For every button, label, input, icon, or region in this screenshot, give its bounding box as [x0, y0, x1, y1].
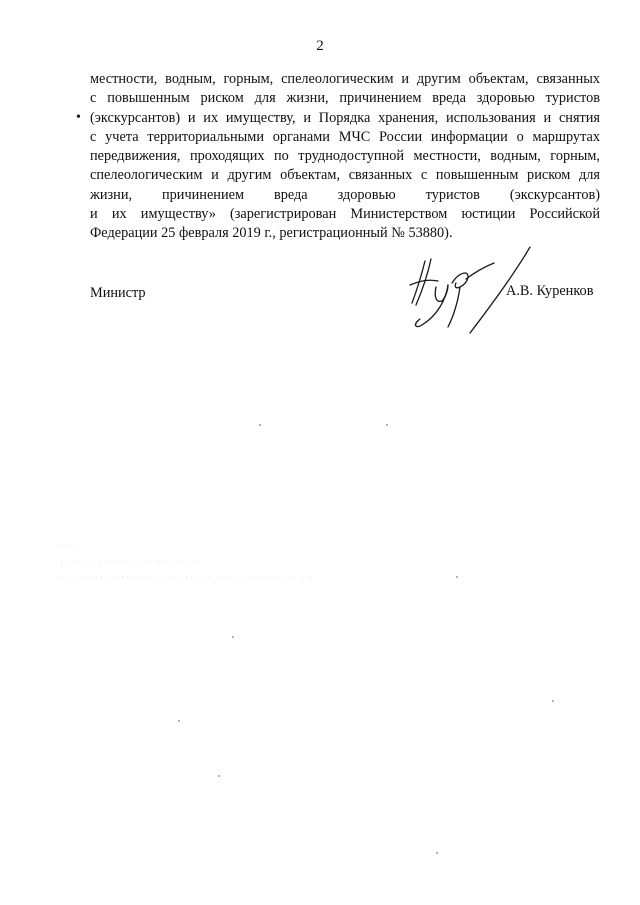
signer-name: А.В. Куренков [506, 283, 594, 299]
faint-stamp-line: ·· · · ··· ·· ··· · · · · ·· ·· · · ·· · ·· · · · · ··· · · [60, 572, 315, 584]
body-line: Федерации 25 февраля 2019 г., регистрационный № 53880). [90, 225, 453, 242]
body-line: местности, водным, горным, спелеологическим и другим объектам, связанных [90, 71, 600, 87]
scan-speck [436, 852, 438, 854]
faint-stamp-line: : ·· · · · · · · ·· ·· ·· · ·· · [60, 556, 197, 568]
body-line: с учета территориальными органами МЧС России информации о маршрутах [90, 128, 600, 145]
scan-speck [232, 636, 234, 638]
body-paragraph [90, 70, 600, 244]
page-number: 2 [316, 38, 324, 54]
body-line: жизни, причинением вреда здоровью туристов (экскурсантов) [90, 186, 600, 203]
scan-speck [259, 424, 261, 426]
faint-stamp-line: · · · [60, 540, 82, 552]
body-line: и их имуществу» (зарегистрирован Министерством юстиции Российской [90, 206, 600, 223]
body-line: с повышенным риском для жизни, причинением вреда здоровью туристов [90, 90, 600, 107]
body-line: передвижения, проходящих по труднодоступной местности, водным, горным, [90, 148, 600, 165]
scan-speck [178, 720, 180, 722]
scan-speck [386, 424, 388, 426]
scan-speck [552, 700, 554, 702]
signer-title: Министр [90, 285, 146, 301]
scan-speck [218, 775, 220, 777]
body-line: (экскурсантов) и их имуществу, и Порядка хранения, использования и снятия [90, 109, 600, 126]
scan-speck [456, 576, 458, 578]
margin-dot-mark: • [76, 110, 81, 125]
body-line: спелеологическим и другим объектам, связанных с повышенным риском для [90, 167, 600, 184]
